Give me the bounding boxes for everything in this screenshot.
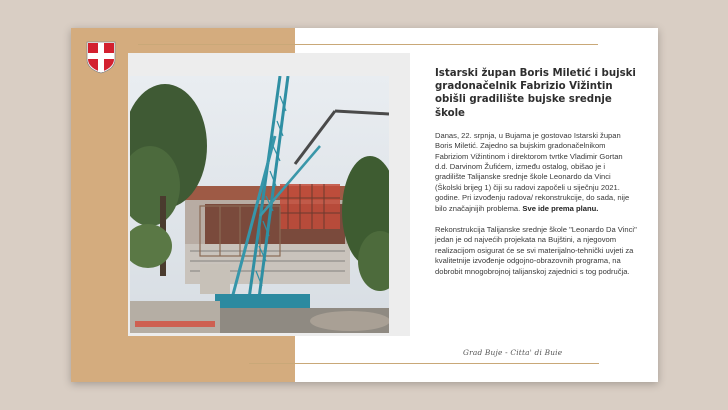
- construction-photo: [130, 76, 389, 333]
- paragraph-1-text: Danas, 22. srpnja, u Bujama je gostovao Istarski župan Boris Miletić. Zajedno sa bujskim gradonačelnikom Fabriziom Vižintinom i direktorom tvrtke Vladimir Gortan d.d. Darvinom Žufićem, između ostalog, obišao je i gradilište Talijanske srednje škole Leonardo da Vinci (Školski brijeg 1) čiji su radovi započeli u siječnju 2021. godine. Pri izvođenju radova/ rekonstrukcije, do sada, nije bilo značajnijih problema.: [435, 130, 630, 213]
- article-paragraph-2: Rekonstrukcija Talijanske srednje škole "Leonardo Da Vinci" jedan je od najvećih projekata na Bujštini, a njegovom realizacijom osigurat će se svi materijalno-tehnički uvjeti za kvalitetnije izvođenje odgojno-obrazovnih programa, na dobrobit mnogobrojnoj talijanskoj zajednici s tog područja.: [435, 225, 637, 276]
- paragraph-1-emphasis: Sve ide prema planu.: [522, 203, 599, 213]
- article-text: [435, 67, 637, 277]
- slide-card: [71, 28, 658, 382]
- article-headline: Istarski župan Boris Miletić i bujski gradonačelnik Fabrizio Vižintin obišli gradilište bujske srednje škole: [435, 68, 636, 119]
- bottom-divider: [249, 363, 599, 364]
- city-signature: Grad Buje - Citta' di Buie: [463, 348, 563, 357]
- article-paragraph-1: [435, 131, 637, 214]
- top-divider: [138, 44, 598, 45]
- coat-of-arms-icon: [86, 41, 116, 74]
